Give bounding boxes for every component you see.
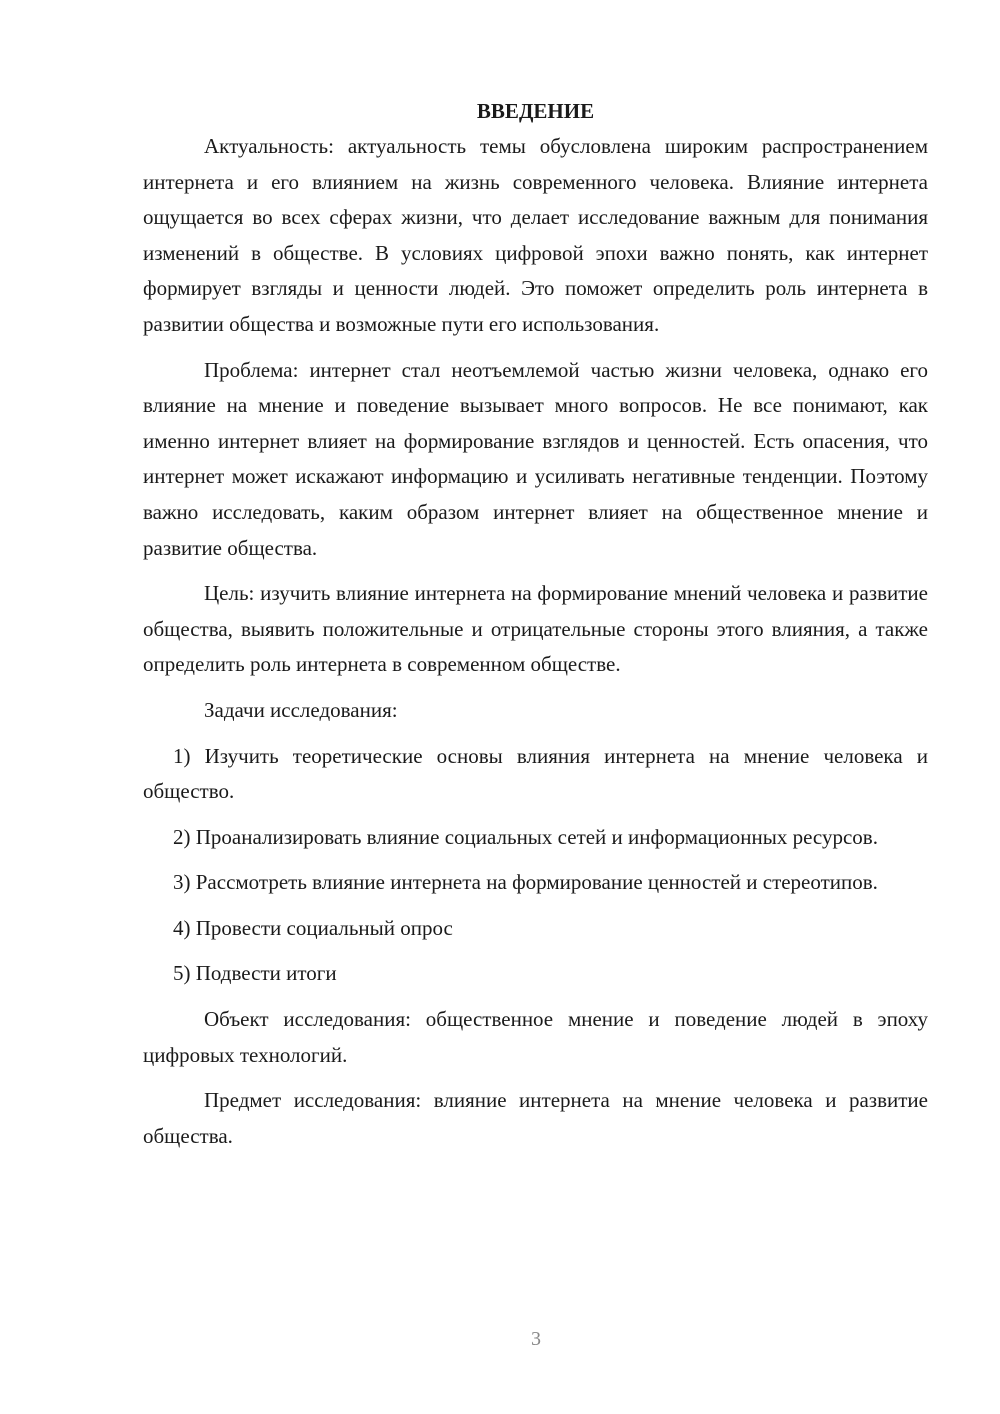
section-title: ВВЕДЕНИЕ xyxy=(476,99,595,123)
object-paragraph: Объект исследования: общественное мнение и поведение людей в эпоху цифровых технологий. xyxy=(143,1007,928,1067)
goal-paragraph: Цель: изучить влияние интернета на формирование мнений человека и развитие общества, выявить положительные и отрицательные стороны этого влияния, а также определить роль интернета в современном обществе. xyxy=(143,581,928,677)
page-number: 3 xyxy=(531,1328,541,1350)
task-item-5: 5) Подвести итоги xyxy=(173,961,337,986)
problem-paragraph: Проблема: интернет стал неотъемлемой частью жизни человека, однако его влияние на мнение и поведение вызывает много вопросов. Не все понимают, как именно интернет влияет на формирование взглядов и ценностей. Есть опасения, что интернет может искажают информацию и усиливать негативные тенденции. Поэтому важно исследовать, каким образом интернет влияет на общественное мнение и развитие общества. xyxy=(143,357,928,560)
document-page xyxy=(143,96,928,1164)
tasks-heading: Задачи исследования: xyxy=(204,697,398,722)
subject-paragraph: Предмет исследования: влияние интернета на мнение человека и развитие общества. xyxy=(143,1088,928,1148)
task-item-2: 2) Проанализировать влияние социальных сетей и информационных ресурсов. xyxy=(173,824,878,849)
relevance-paragraph: Актуальность: актуальность темы обусловлена широким распространением интернета и его влиянием на жизнь современного человека. Влияние интернета ощущается во всех сферах жизни, что делает исследование важным для понимания изменений в обществе. В условиях цифровой эпохи важно понять, как интернет формирует взгляды и ценности людей. Это поможет определить роль интернета в развитии общества и возможные пути его использования. xyxy=(143,134,928,336)
task-item-3: 3) Рассмотреть влияние интернета на формирование ценностей и стереотипов. xyxy=(173,870,878,895)
task-item-4: 4) Провести социальный опрос xyxy=(173,915,453,940)
task-item-1: 1) Изучить теоретические основы влияния интернета на мнение человека и общество. xyxy=(143,743,928,804)
